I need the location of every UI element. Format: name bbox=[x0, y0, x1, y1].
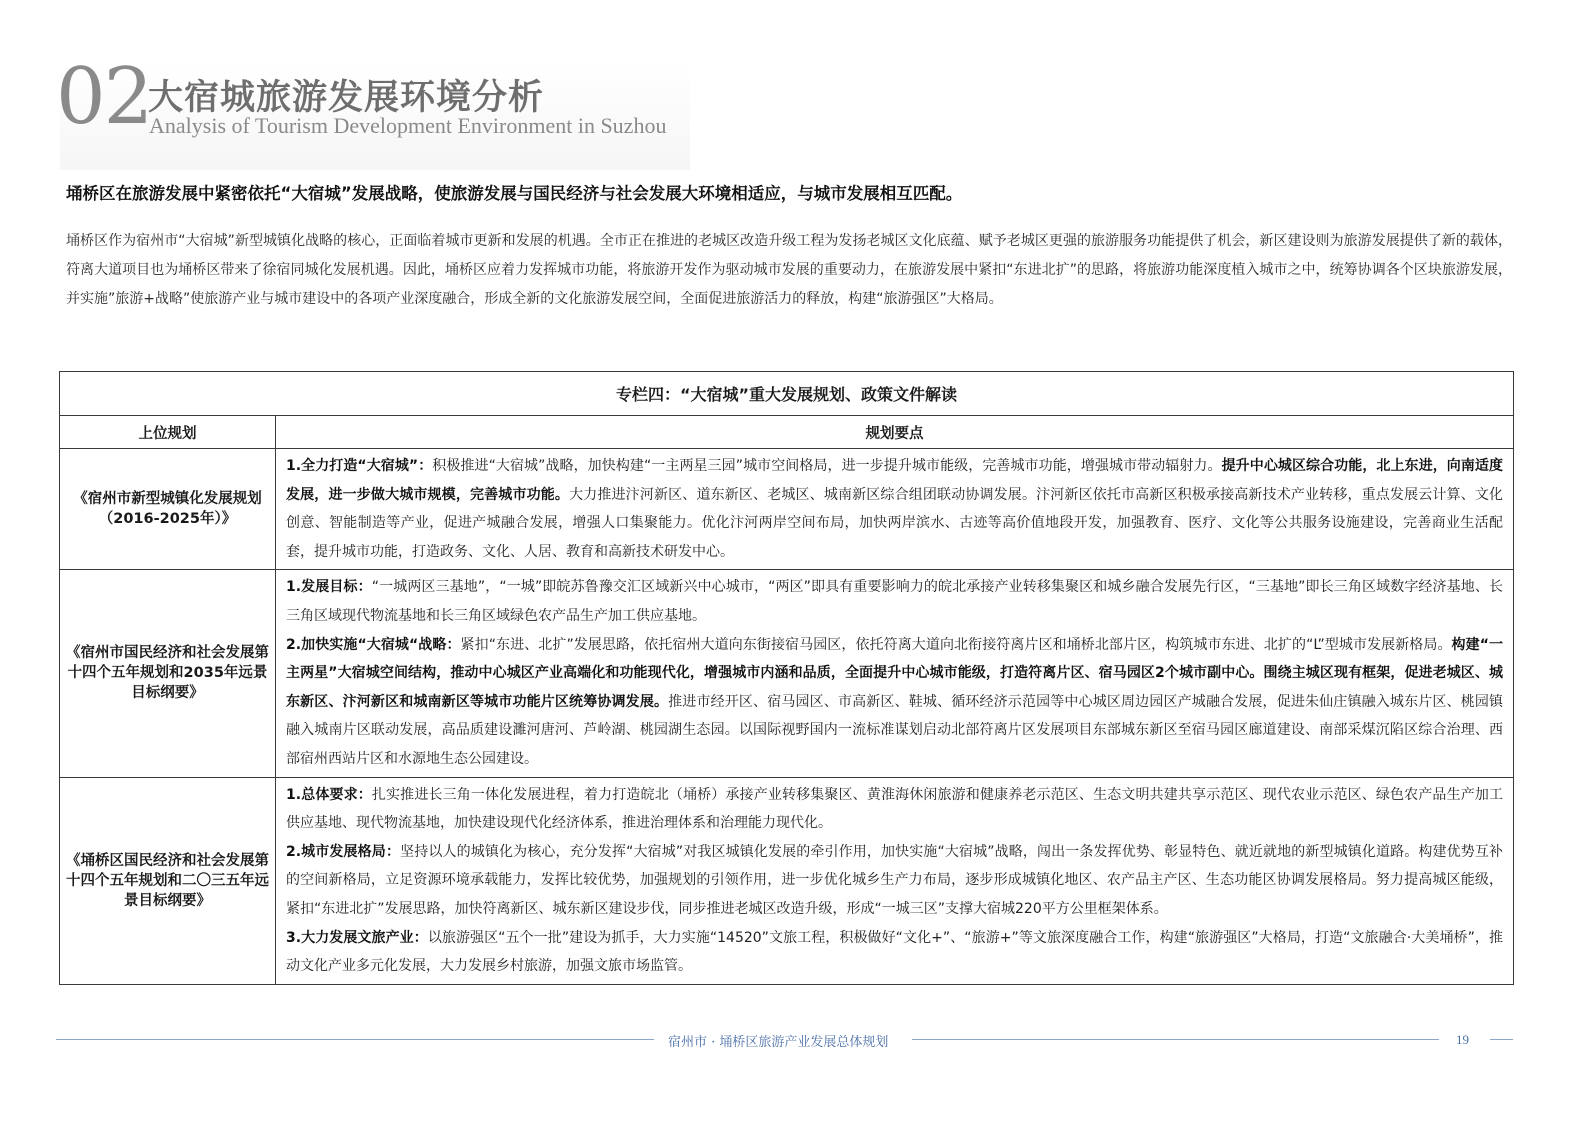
point-item bbox=[286, 924, 1503, 981]
footer-rule-right bbox=[1490, 1039, 1513, 1040]
page-number: 19 bbox=[1456, 1032, 1469, 1047]
point-item bbox=[286, 452, 1503, 566]
table-title: 专栏四：“大宿城”重大发展规划、政策文件解读 bbox=[60, 372, 1514, 416]
point-emphasis: 构建“一主两星”大宿城空间结构，推动中心城区产业高端化和功能现代化，增强城市内涵和品质，全面提升中心城市能级，打造符离片区、宿马园区2个城市副中心。围绕主城区现有框架，促进老城区、城东新区、汴河新区和城南新区等城市功能片区统筹协调发展。 bbox=[286, 636, 1503, 710]
point-text: 坚持以人的城镇化为核心，充分发挥“大宿城”对我区城镇化发展的牵引作用，加快实施“大宿城”战略，闯出一条发挥优势、彰显特色、就近就地的新型城镇化道路。构建优势互补的空间新格局，立足资源环境承载能力，发挥比较优势，加强规划的引领作用，进一步优化城乡生产力布局，逐步形成城镇化地区、农产品主产区、生态功能区协调发展格局。努力提高城区能级，紧扣“东进北扩”发展思路，加快符离新区、城东新区建设步伐，同步推进老城区改造升级，形成“一城三区”支撑大宿城220平方公里框架体系。 bbox=[286, 843, 1504, 917]
plan-name: 《宿州市国民经济和社会发展第十四个五年规划和2035年远景目标纲要》 bbox=[60, 570, 276, 777]
table-row bbox=[60, 449, 1514, 570]
table-row bbox=[60, 777, 1514, 984]
point-item bbox=[286, 573, 1503, 630]
point-item bbox=[286, 781, 1503, 838]
point-text-continued: 大力推进汴河新区、道东新区、老城区、城南新区综合组团联动协调发展。汴河新区依托市高新区积极承接高新技术产业转移，重点发展云计算、文化创意、智能制造等产业，促进产城融合发展，增强人口集聚能力。优化汴河两岸空间布局，加快两岸滨水、古迹等高价值地段开发，加强教育、医疗、文化等公共服务设施建设，完善商业生活配套，提升城市功能，打造政务、文化、人居、教育和高新技术研发中心。 bbox=[286, 486, 1503, 560]
footer-rule-left bbox=[56, 1039, 654, 1040]
point-heading: 2.城市发展格局： bbox=[286, 843, 401, 860]
point-heading: 2.加快实施“大宿城“战略： bbox=[286, 636, 461, 653]
body-paragraph: 埇桥区作为宿州市“大宿城”新型城镇化战略的核心，正面临着城市更新和发展的机遇。全市正在推进的老城区改造升级工程为发扬老城区文化底蕴、赋予老城区更强的旅游服务功能提供了机会，新区建设则为旅游发展提供了新的载体，符离大道项目也为埇桥区带来了徐宿同城化发展机遇。因此，埇桥区应着力发挥城市功能，将旅游开发作为驱动城市发展的重要动力，在旅游发展中紧扣“东进北扩”的思路，将旅游功能深度植入城市之中，统筹协调各个区块旅游发展，并实施”旅游+战略”使旅游产业与城市建设中的各项产业深度融合，形成全新的文化旅游发展空间，全面促进旅游活力的释放，构建“旅游强区”大格局。 bbox=[66, 233, 1512, 307]
point-heading: 1.总体要求： bbox=[286, 786, 372, 803]
point-heading: 1.全力打造“大宿城”： bbox=[286, 458, 433, 474]
plan-points bbox=[276, 570, 1514, 777]
footer-rule-middle bbox=[912, 1039, 1439, 1040]
point-emphasis: 提升中心城区综合功能，北上东进，向南适度发展，进一步做大城市规模，完善城市功能。 bbox=[286, 458, 1503, 503]
lead-sentence: 埇桥区在旅游发展中紧密依托“大宿城”发展战略，使旅游发展与国民经济与社会发展大环境相适应，与城市发展相互匹配。 bbox=[66, 184, 963, 203]
point-heading: 1.发展目标： bbox=[286, 579, 372, 596]
plan-points bbox=[276, 777, 1514, 984]
column-header-plan: 上位规划 bbox=[60, 416, 276, 449]
table-row bbox=[60, 570, 1514, 777]
plan-points bbox=[276, 449, 1514, 570]
point-item bbox=[286, 838, 1503, 924]
point-text: “一城两区三基地”，“一城”即皖苏鲁豫交汇区域新兴中心城市，“两区”即具有重要影响力的皖北承接产业转移集聚区和城乡融合发展先行区，“三基地”即长三角区域数字经济基地、长三角区域现代物流基地和长三角区域绿色农产品生产加工供应基地。 bbox=[286, 579, 1503, 624]
point-text: 紧扣“东进、北扩”发展思路，依托宿州大道向东街接宿马园区，依托符离大道向北衔接符离片区和埇桥北部片区，构筑城市东进、北扩的“L”型城市发展新格局。 bbox=[460, 636, 1452, 653]
policy-table bbox=[59, 371, 1514, 985]
column-header-points: 规划要点 bbox=[276, 416, 1514, 449]
plan-name: 《埇桥区国民经济和社会发展第十四个五年规划和二〇三五年远景目标纲要》 bbox=[60, 777, 276, 984]
section-number: 02 bbox=[56, 52, 152, 142]
section-title: 大宿城旅游发展环境分析 bbox=[148, 77, 545, 118]
point-text: 积极推进“大宿城”战略，加快构建“一主两星三园”城市空间格局，进一步提升城市能级，完善城市功能，增强城市带动辐射力。 bbox=[432, 458, 1222, 474]
section-subtitle: Analysis of Tourism Development Environment in Suzhou bbox=[149, 113, 667, 138]
plan-name: 《宿州市新型城镇化发展规划（2016-2025年）》 bbox=[60, 449, 276, 570]
point-heading: 3.大力发展文旅产业： bbox=[286, 929, 428, 946]
point-text: 以旅游强区“五个一批”建设为抓手，大力实施“14520”文旅工程，积极做好“文化+”、“旅游+”等文旅深度融合工作，构建“旅游强区”大格局，打造“文旅融合·大美埇桥”，推动文化产业多元化发展，大力发展乡村旅游，加强文旅市场监管。 bbox=[286, 929, 1503, 975]
point-text: 扎实推进长三角一体化发展进程，着力打造皖北（埇桥）承接产业转移集聚区、黄淮海休闲旅游和健康养老示范区、生态文明共建共享示范区、现代农业示范区、绿色农产品生产加工供应基地、现代物流基地，加快建设现代化经济体系，推进治理体系和治理能力现代化。 bbox=[286, 786, 1503, 832]
footer-title: 宿州市 · 埇桥区旅游产业发展总体规划 bbox=[668, 1035, 889, 1050]
point-item bbox=[286, 631, 1503, 774]
point-text-continued: 推进市经开区、宿马园区、市高新区、鞋城、循环经济示范园等中心城区周边园区产城融合发展，促进朱仙庄镇融入城东片区、桃园镇融入城南片区联动发展，高品质建设濉河唐河、芦岭湖、桃园湖生态园。以国际视野国内一流标准谋划启动北部符离片区发展项目东部城东新区至宿马园区廊道建设、南部采煤沉陷区综合治理、西部宿州西站片区和水源地生态公园建设。 bbox=[286, 693, 1504, 767]
